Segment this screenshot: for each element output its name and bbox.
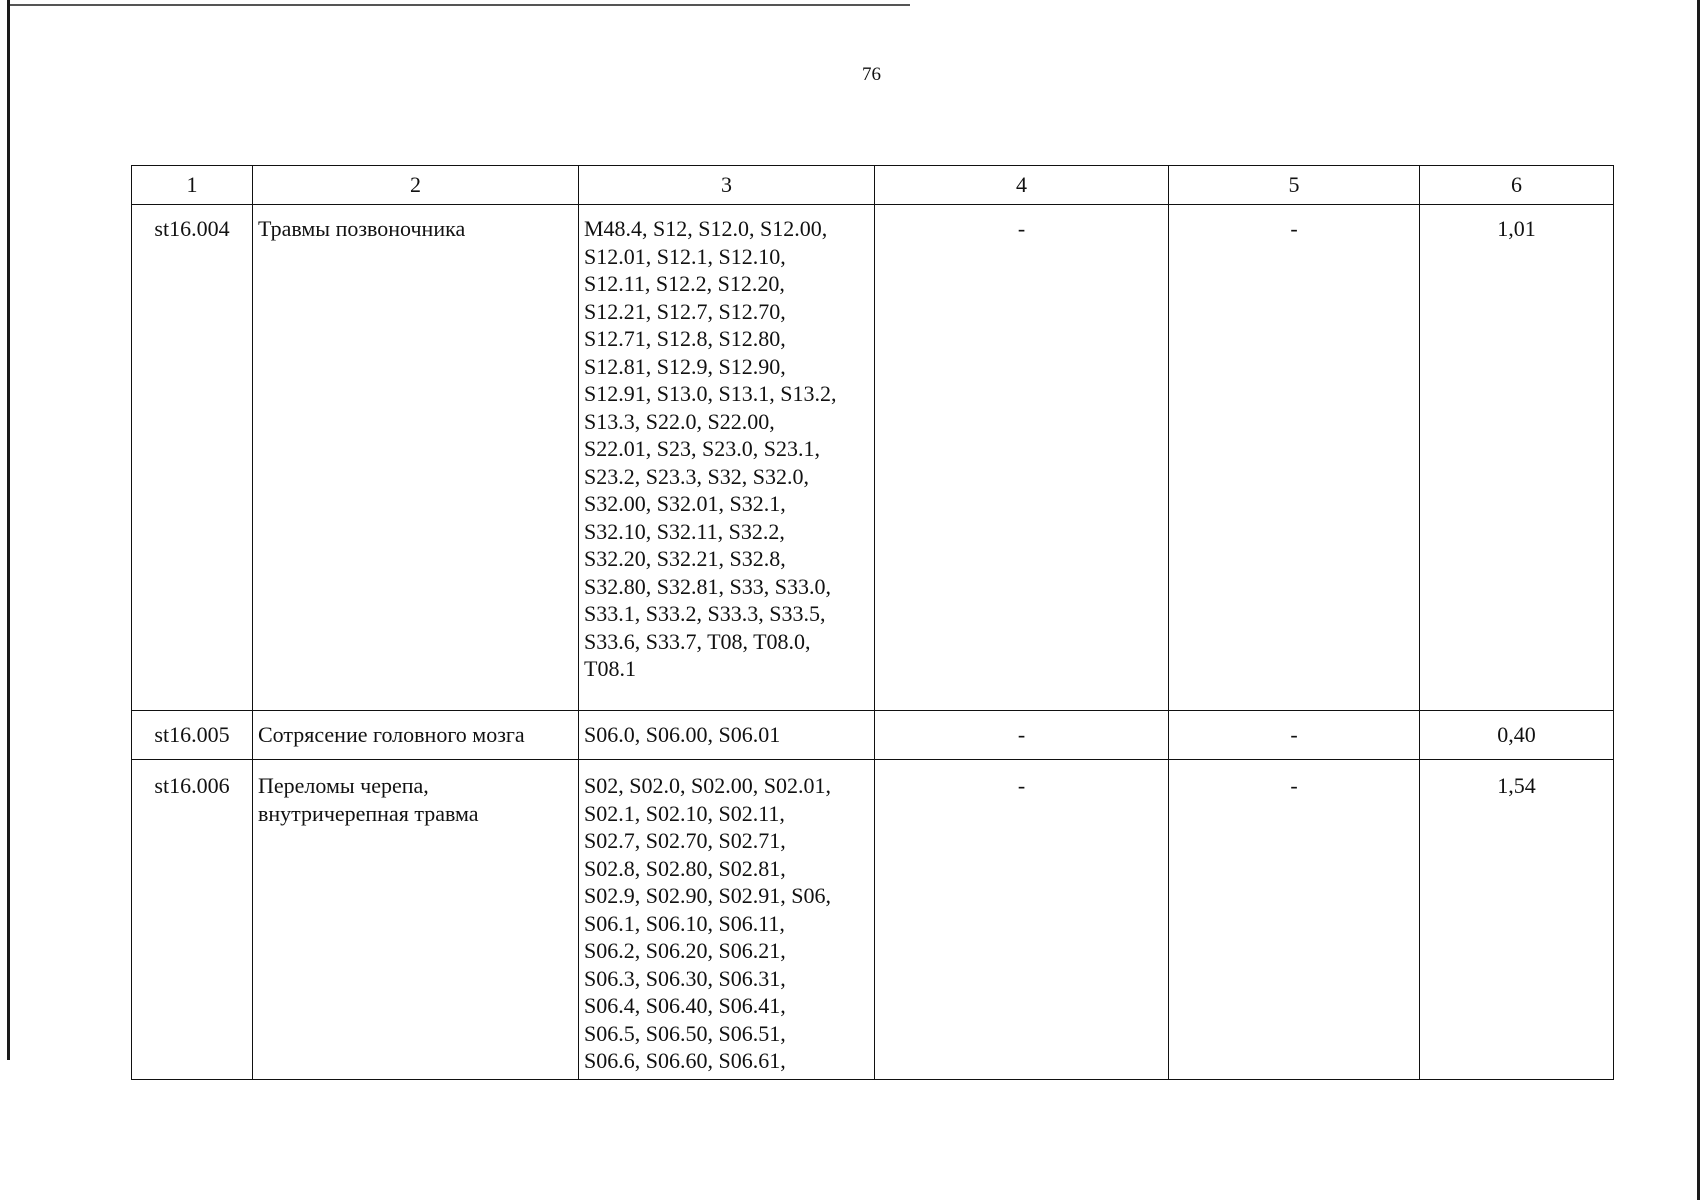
icd-line: S06.0, S06.00, S06.01 (584, 722, 781, 747)
icd-line: S12.01, S12.1, S12.10, (584, 243, 786, 269)
column-header-4: 4 (875, 166, 1169, 205)
row-name-cell: Травмы позвоночника (253, 205, 579, 711)
row-code-cell: st16.004 (132, 205, 253, 711)
row-col4-cell: - (875, 711, 1169, 760)
table-row (132, 760, 1614, 1080)
icd-line: S32.20, S32.21, S32.8, (584, 546, 786, 571)
row-col5-cell: - (1169, 205, 1420, 711)
row-col5-cell: - (1169, 760, 1420, 1080)
page-number: 76 (862, 64, 881, 85)
row-coefficient-cell: 1,54 (1420, 760, 1614, 1080)
icd-line: S06.5, S06.50, S06.51, (584, 1020, 786, 1046)
icd-line: S12.91, S13.0, S13.1, S13.2, (584, 381, 837, 406)
row-icd-codes-cell (579, 711, 875, 760)
icd-line: S02.1, S02.10, S02.11, (584, 800, 785, 826)
icd-line: S12.11, S12.2, S12.20, (584, 271, 785, 296)
icd-line: T08.1 (584, 656, 636, 681)
row-icd-codes-cell (579, 205, 875, 711)
column-header-6: 6 (1420, 166, 1614, 205)
icd-line: S02, S02.0, S02.00, S02.01, (584, 773, 831, 798)
row-code-cell: st16.005 (132, 711, 253, 760)
scan-border-top (10, 4, 910, 6)
icd-line: S33.6, S33.7, T08, T08.0, (584, 628, 811, 654)
name-line: Переломы черепа, (258, 773, 429, 798)
icd-line: S02.8, S02.80, S02.81, (584, 855, 786, 881)
row-col5-cell: - (1169, 711, 1420, 760)
icd-line: S06.1, S06.10, S06.11, (584, 910, 785, 936)
row-coefficient-cell: 1,01 (1420, 205, 1614, 711)
row-code-cell: st16.006 (132, 760, 253, 1080)
icd-line: S23.2, S23.3, S32, S32.0, (584, 463, 809, 489)
column-header-3: 3 (579, 166, 875, 205)
icd-line: S32.80, S32.81, S33, S33.0, (584, 573, 831, 599)
icd-line: S06.2, S06.20, S06.21, (584, 938, 786, 963)
icd-line: S02.9, S02.90, S02.91, S06, (584, 883, 831, 908)
icd-line: S13.3, S22.0, S22.00, (584, 408, 775, 434)
scan-border-left (7, 0, 10, 1060)
row-icd-codes-cell (579, 760, 875, 1080)
row-name-cell (253, 760, 579, 1080)
icd-line: S32.00, S32.01, S32.1, (584, 491, 786, 516)
scan-border-right (1697, 0, 1700, 1200)
name-line: внутричерепная травма (258, 800, 479, 826)
row-coefficient-cell: 0,40 (1420, 711, 1614, 760)
column-header-2: 2 (253, 166, 579, 205)
column-header-5: 5 (1169, 166, 1420, 205)
icd-line: S06.3, S06.30, S06.31, (584, 965, 786, 991)
column-header-1: 1 (132, 166, 253, 205)
icd-line: S33.1, S33.2, S33.3, S33.5, (584, 601, 826, 626)
icd-line: S02.7, S02.70, S02.71, (584, 828, 786, 853)
icd-line: S22.01, S23, S23.0, S23.1, (584, 436, 820, 461)
row-col4-cell: - (875, 205, 1169, 711)
row-name-cell: Сотрясение головного мозга (253, 711, 579, 760)
table-row (132, 711, 1614, 760)
icd-line: S06.6, S06.60, S06.61, (584, 1048, 786, 1073)
table-header-row (132, 166, 1614, 205)
icd-line: S06.4, S06.40, S06.41, (584, 993, 786, 1018)
row-col4-cell: - (875, 760, 1169, 1080)
icd-line: M48.4, S12, S12.0, S12.00, (584, 216, 828, 241)
icd-line: S12.21, S12.7, S12.70, (584, 298, 786, 324)
icd-line: S12.81, S12.9, S12.90, (584, 353, 786, 379)
icd-line: S12.71, S12.8, S12.80, (584, 326, 786, 351)
tariff-table (131, 165, 1614, 1080)
table-row (132, 205, 1614, 711)
icd-line: S32.10, S32.11, S32.2, (584, 518, 785, 544)
